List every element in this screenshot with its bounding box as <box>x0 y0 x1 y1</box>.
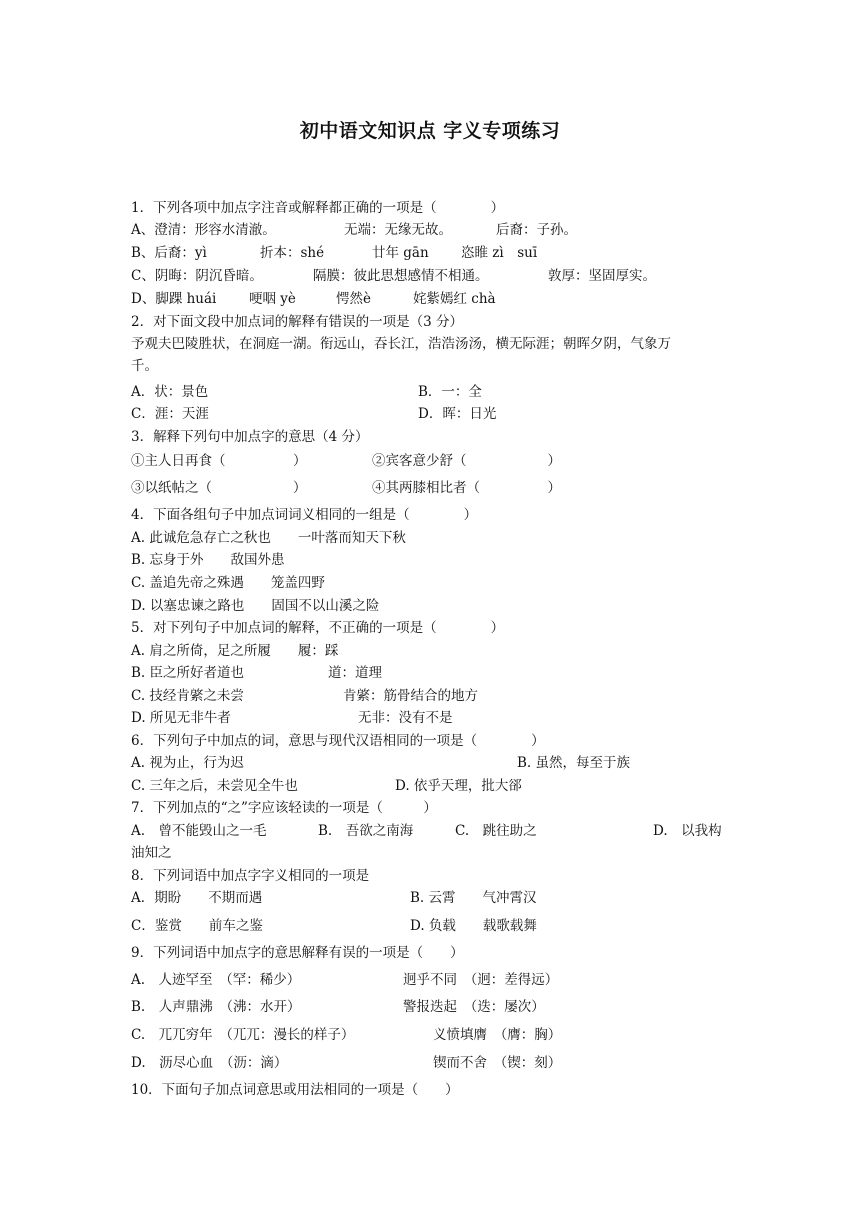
text-line-35-part-1: B. 人声鼎沸 （沸：水开） <box>131 999 301 1015</box>
text-line-36-part-1: C. 兀兀穷年 （兀兀：漫长的样子） <box>131 1027 355 1043</box>
text-line-25-part-2: B. 虽然，每至于族 <box>517 755 631 771</box>
text-line-37-part-2: 锲而不舍 （锲：刻） <box>433 1055 562 1071</box>
text-line-35-part-2: 警报迭起 （迭：屡次） <box>403 999 545 1015</box>
text-line-3-part-4: 恣睢 zì suī <box>461 245 538 261</box>
text-line-2-part-3: 后裔：子孙。 <box>496 222 577 238</box>
text-line-17: C. 盖追先帝之殊遇 笼盖四野 <box>131 575 325 591</box>
text-line-2-part-1: A、澄清：形容水清澈。 <box>131 222 276 238</box>
text-line-32-part-1: C．鉴赏 前车之鉴 <box>131 918 263 934</box>
text-line-4-part-2: 隔膜：彼此思想感情不相通。 <box>313 268 489 284</box>
text-line-18: D. 以塞忠谏之路也 固国不以山溪之险 <box>131 598 380 614</box>
text-line-5-part-2: 哽咽 yè <box>249 291 296 307</box>
text-line-26-part-1: C. 三年之后，未尝见全牛也 <box>131 778 298 794</box>
text-line-26-part-2: D. 依乎天理，批大郤 <box>395 778 522 794</box>
text-line-3-part-2: 折本：shé <box>260 245 325 261</box>
text-line-37-part-1: D. 沥尽心血 （沥：滴） <box>131 1055 288 1071</box>
text-line-16: B. 忘身于外 敌国外患 <box>131 552 285 568</box>
text-line-36-part-2: 义愤填膺 （膺：胸） <box>433 1027 562 1043</box>
text-line-30: 8．下列词语中加点字字义相同的一项是 <box>131 868 370 884</box>
text-line-31-part-2: B. 云霄 气冲霄汉 <box>410 890 537 906</box>
text-line-10-part-2: D．晖：日光 <box>418 406 497 422</box>
text-line-28-part-4: D. 以我构 <box>653 823 722 839</box>
text-line-11: 3．解释下列句中加点字的意思（4 分） <box>131 429 369 445</box>
text-line-34-part-2: 迥乎不同 （迥：差得远） <box>403 972 559 988</box>
text-line-9-part-2: B．一：全 <box>418 384 482 400</box>
text-line-3-part-3: 廿年 gān <box>372 245 429 261</box>
text-line-32-part-2: D. 负载 载歌载舞 <box>410 918 537 934</box>
document-title: 初中语文知识点 字义专项练习 <box>299 120 561 142</box>
text-line-6: 2．对下面文段中加点词的解释有错误的一项是（3 分） <box>131 314 463 330</box>
text-line-25-part-1: A. 视为止，行为迟 <box>131 755 244 771</box>
text-line-21-part-1: B. 臣之所好者道也 <box>131 665 245 681</box>
text-line-23-part-2: 无非：没有不是 <box>358 710 453 726</box>
text-line-5-part-3: 愕然è <box>336 291 371 307</box>
text-line-22-part-2: 肯綮：筋骨结合的地方 <box>343 688 478 704</box>
text-line-28-part-1: A. 曾不能毁山之一毛 <box>131 823 267 839</box>
text-line-8: 千。 <box>131 358 158 374</box>
text-line-10-part-1: C．涯：天涯 <box>131 406 209 422</box>
text-line-15: A. 此诚危急存亡之秋也 一叶落而知天下秋 <box>131 530 406 546</box>
text-line-38: 10．下面句子加点词意思或用法相同的一项是（ ） <box>131 1082 459 1098</box>
text-line-22-part-1: C. 技经肯綮之未尝 <box>131 688 244 704</box>
text-line-4-part-3: 敦厚：坚固厚实。 <box>548 268 656 284</box>
text-line-34-part-1: A. 人迹罕至 （罕：稀少） <box>131 972 301 988</box>
text-line-5-part-1: D、脚踝 huái <box>131 291 217 307</box>
text-line-28-part-3: C. 跳往助之 <box>455 823 537 839</box>
text-line-12-part-2: ②宾客意少舒（ ） <box>372 453 561 469</box>
text-line-20: A. 肩之所倚，足之所履 履：踩 <box>131 643 339 659</box>
text-line-1: 1．下列各项中加点字注音或解释都正确的一项是（ ） <box>131 200 505 216</box>
text-line-14: 4．下面各组句子中加点词词义相同的一组是（ ） <box>131 507 478 523</box>
text-line-13-part-2: ④其两膝相比者（ ） <box>372 480 561 496</box>
text-line-13-part-1: ③以纸帖之（ ） <box>131 480 307 496</box>
text-line-31-part-1: A．期盼 不期而遇 <box>131 890 263 906</box>
text-line-3-part-1: B、后裔：yì <box>131 245 207 261</box>
text-line-27: 7．下列加点的“之”字应该轻读的一项是（ ） <box>131 800 437 816</box>
text-line-7: 予观夫巴陵胜状，在洞庭一湖。衔远山，吞长江，浩浩汤汤，横无际涯；朝晖夕阴，气象万 <box>131 336 671 352</box>
text-line-29: 油知之 <box>131 845 172 861</box>
text-line-28-part-2: B. 吾欲之南海 <box>318 823 414 839</box>
text-line-33: 9．下列词语中加点字的意思解释有误的一项是（ ） <box>131 945 464 961</box>
text-line-9-part-1: A．状：景色 <box>131 384 209 400</box>
text-line-23-part-1: D. 所见无非牛者 <box>131 710 231 726</box>
text-line-21-part-2: 道：道理 <box>328 665 382 681</box>
text-line-2-part-2: 无端：无缘无故。 <box>344 222 452 238</box>
text-line-19: 5．对下列句子中加点词的解释，不正确的一项是（ ） <box>131 620 505 636</box>
text-line-24: 6．下列句子中加点的词，意思与现代汉语相同的一项是（ ） <box>131 733 545 749</box>
text-line-4-part-1: C、阴晦：阴沉昏暗。 <box>131 268 263 284</box>
text-line-5-part-4: 姹紫嫣红 chà <box>413 291 496 307</box>
text-line-12-part-1: ①主人日再食（ ） <box>131 453 307 469</box>
